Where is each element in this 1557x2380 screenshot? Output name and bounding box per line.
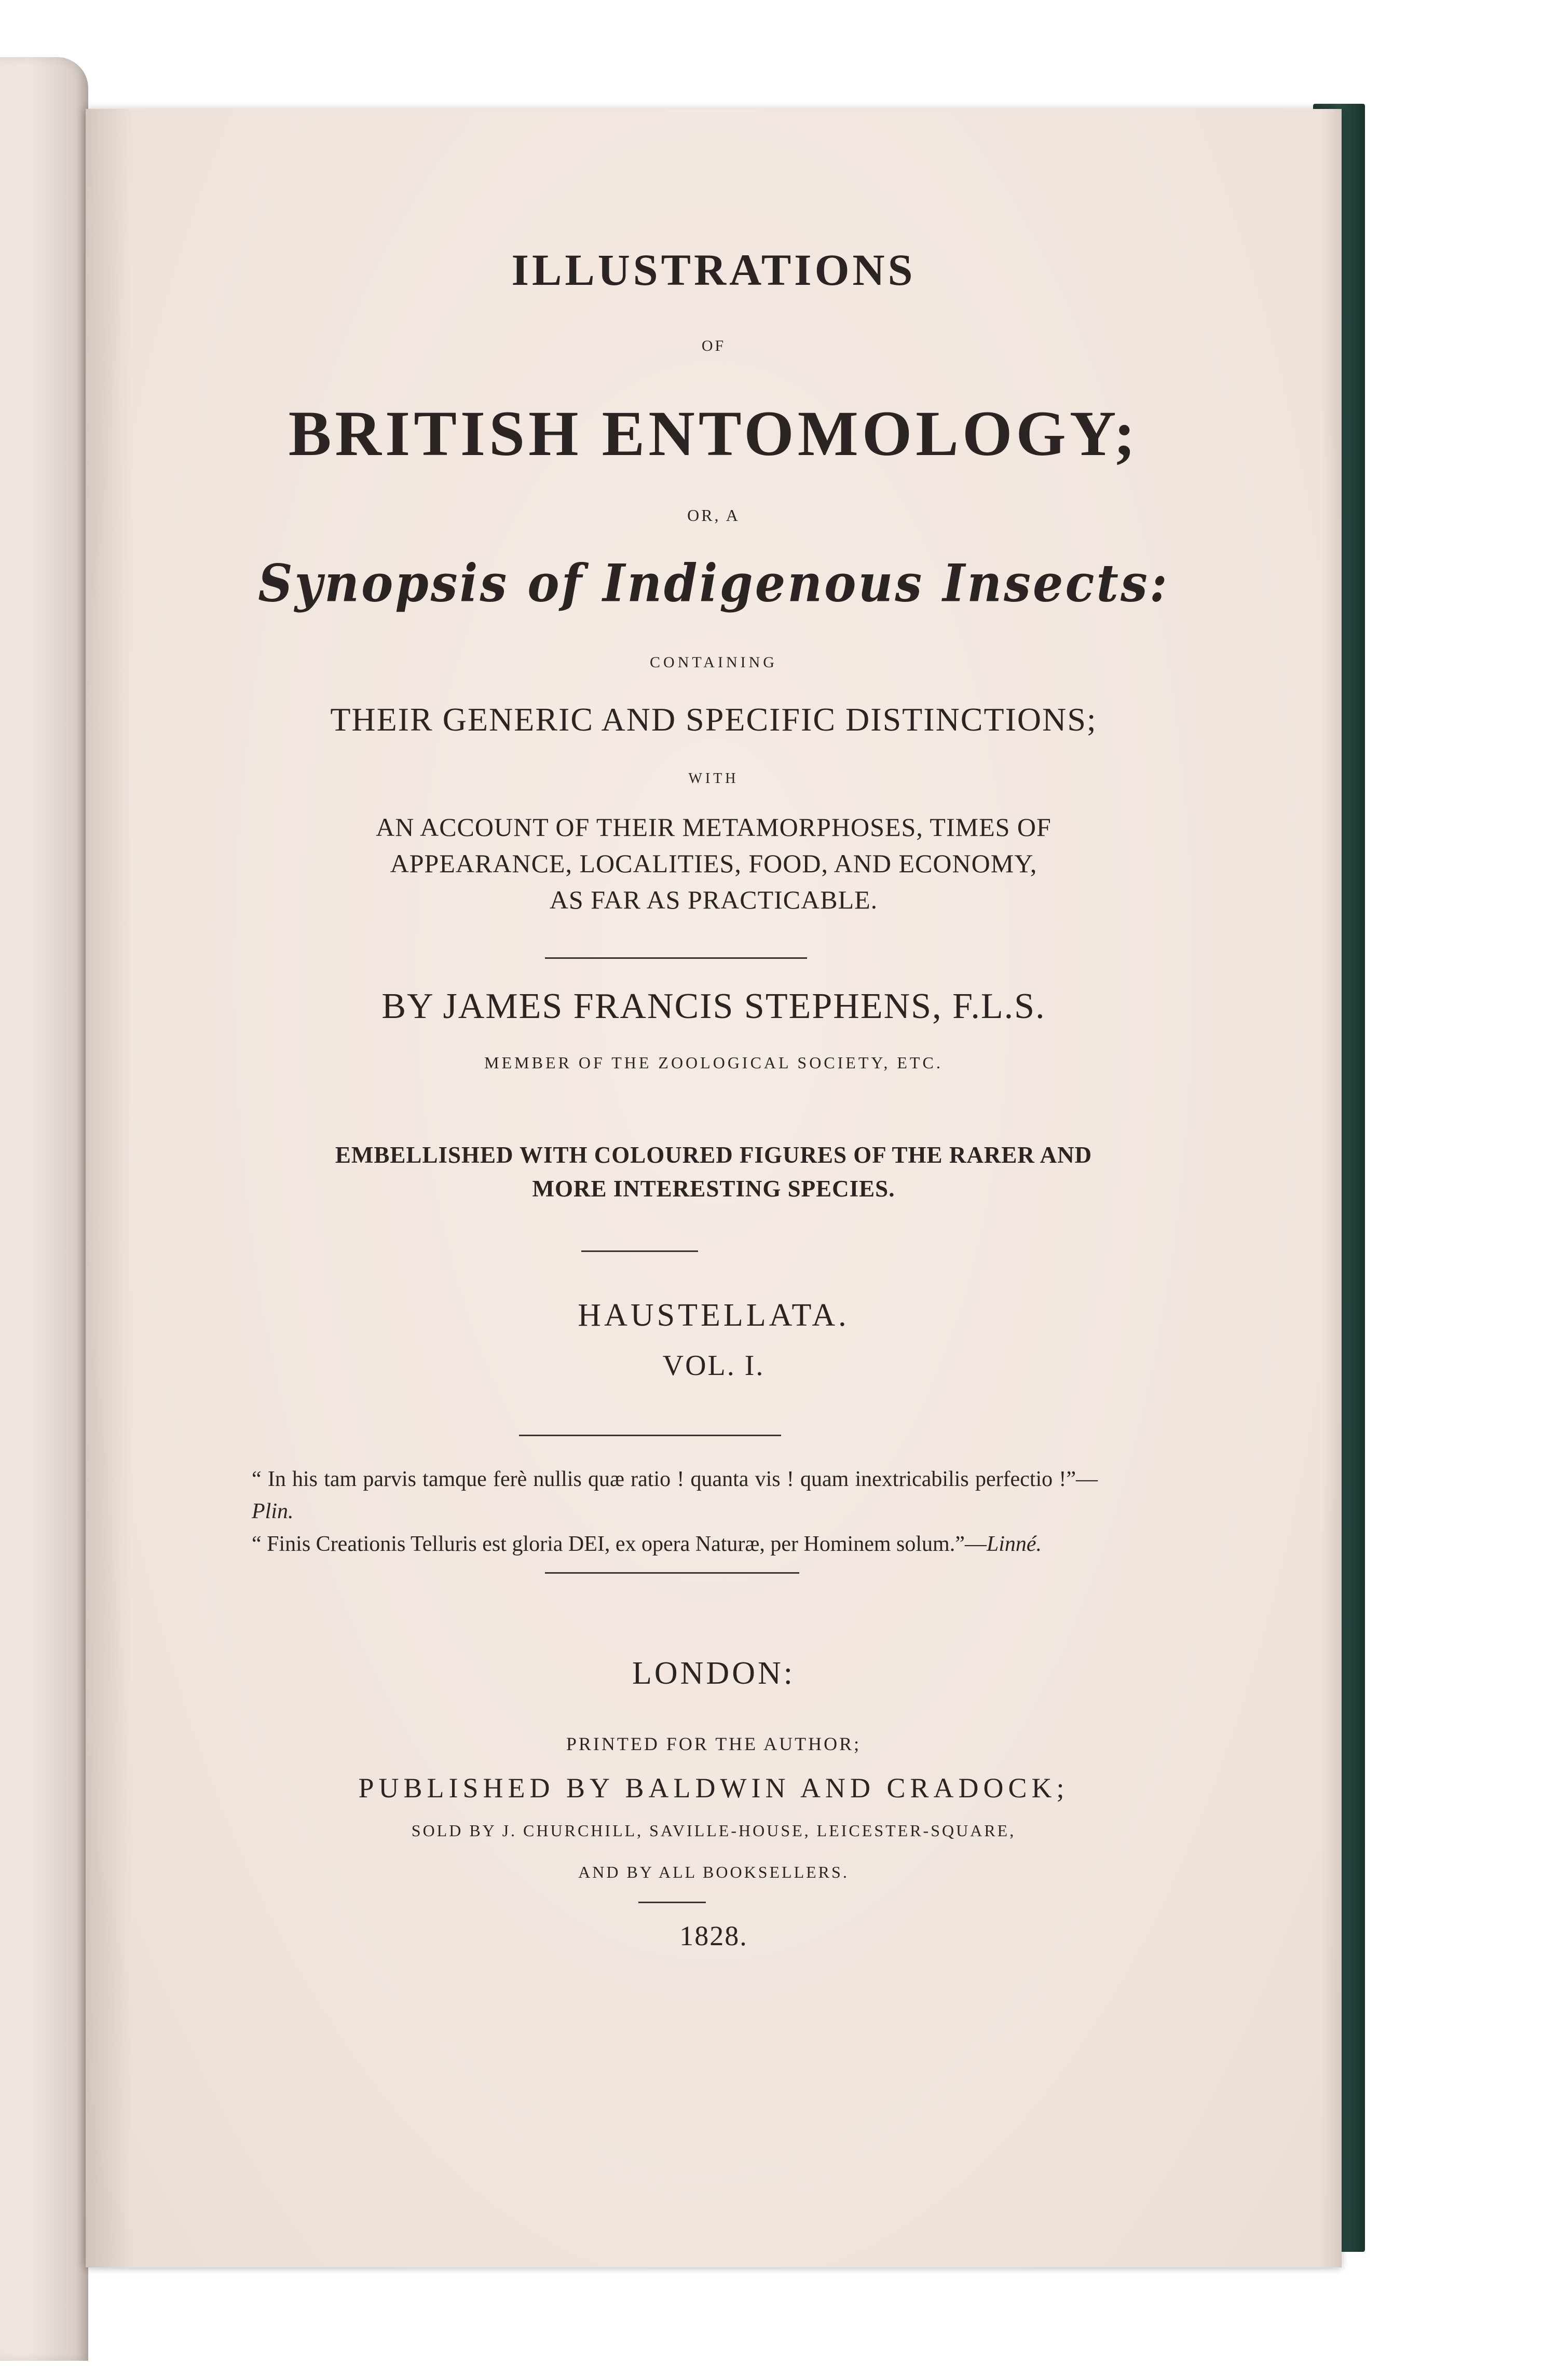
imprint-year: 1828. <box>679 1920 748 1951</box>
volume-section: HAUSTELLATA. <box>578 1298 850 1333</box>
title-containing: CONTAINING <box>650 654 777 671</box>
title-distinctions: THEIR GENERIC AND SPECIFIC DISTINCTIONS; <box>330 701 1097 738</box>
imprint-booksellers: AND BY ALL BOOKSELLERS. <box>578 1863 849 1881</box>
quote-attribution: Plin. <box>252 1499 294 1523</box>
title-of: OF <box>701 337 726 354</box>
title-or-a: OR, A <box>687 506 740 525</box>
main-title: BRITISH ENTOMOLOGY; <box>288 398 1139 469</box>
account-line-1: AN ACCOUNT OF THEIR METAMORPHOSES, TIMES OF <box>376 813 1051 842</box>
rule-3 <box>519 1435 781 1436</box>
rule-4 <box>545 1572 799 1574</box>
imprint-city: LONDON: <box>632 1656 795 1691</box>
quote-linne <box>252 1528 1098 1560</box>
quote-text: “ Finis Creationis Telluris est gloria DEI, ex opera Naturæ, per Hominem solum.”— <box>252 1532 987 1556</box>
title-page <box>86 109 1342 2267</box>
imprint-sold-by: SOLD BY J. CHURCHILL, SAVILLE-HOUSE, LEICESTER-SQUARE, <box>411 1821 1016 1840</box>
account-line-2: APPEARANCE, LOCALITIES, FOOD, AND ECONOMY, <box>390 849 1037 878</box>
rule-1 <box>545 957 807 959</box>
embellished-line-2: MORE INTERESTING SPECIES. <box>532 1176 895 1202</box>
title-with: WITH <box>688 771 739 787</box>
rule-5 <box>638 1902 706 1903</box>
quote-pliny <box>252 1463 1098 1528</box>
imprint-printed-for: PRINTED FOR THE AUTHOR; <box>566 1734 862 1754</box>
rule-2 <box>581 1250 698 1252</box>
imprint-publisher: PUBLISHED BY BALDWIN AND CRADOCK; <box>358 1772 1069 1804</box>
author-byline: BY JAMES FRANCIS STEPHENS, F.L.S. <box>381 986 1046 1026</box>
quote-text: “ In his tam parvis tamque ferè nullis quæ ratio ! quanta vis ! quam inextricabilis perfectio !”— <box>252 1467 1098 1491</box>
facing-page-edge <box>0 57 88 2361</box>
author-affiliation: MEMBER OF THE ZOOLOGICAL SOCIETY, ETC. <box>484 1053 943 1072</box>
quote-attribution: Linné. <box>986 1532 1042 1556</box>
account-line-3: AS FAR AS PRACTICABLE. <box>549 885 878 914</box>
subtitle-blackletter: Synopsis of Indigenous Insects: <box>258 553 1169 614</box>
title-illustrations: ILLUSTRATIONS <box>511 245 916 295</box>
embellished-line-1: EMBELLISHED WITH COLOURED FIGURES OF THE RARER AND <box>335 1142 1092 1168</box>
volume-number: VOL. I. <box>662 1350 765 1382</box>
